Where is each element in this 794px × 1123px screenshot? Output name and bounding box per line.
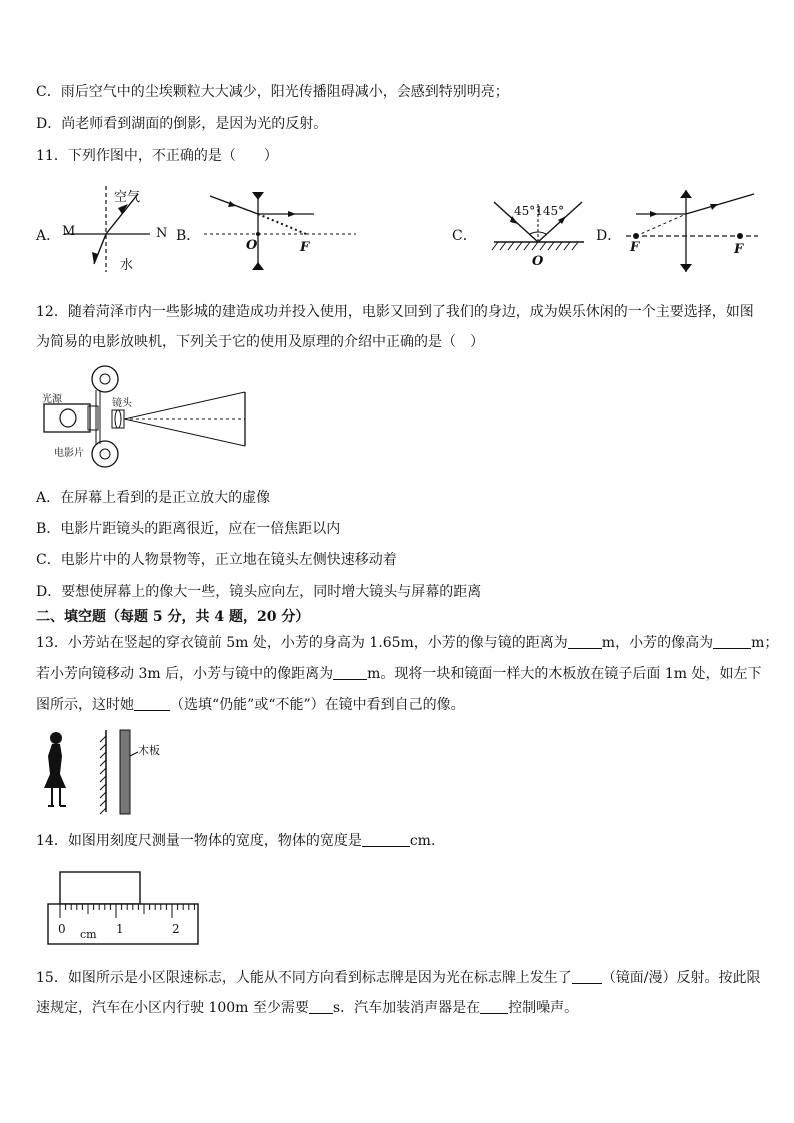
q15-l2b: s．汽车加装消声器是在 — [332, 1000, 481, 1016]
q15-line1 — [36, 968, 761, 988]
q15-blank-2[interactable] — [309, 999, 333, 1014]
q15-l1b: （镜面/漫）反射。按此限 — [601, 970, 761, 986]
fig-c-label-angles: 45°145° — [514, 204, 565, 218]
fig-b-label-f: F — [300, 240, 310, 255]
q11-label-d: D． — [596, 228, 622, 244]
q13-l1a: 13．小芳站在竖起的穿衣镜前 5m 处，小芳的身高为 1.65m，小芳的像与镜的距离为 — [36, 635, 568, 651]
q13-l3a: 图所示，这时她 — [36, 697, 134, 713]
q13-line3 — [36, 695, 465, 715]
q14-b: cm. — [409, 833, 436, 849]
fig-a-label-air: 空气 — [114, 190, 141, 205]
fig-c-label-o: O — [532, 254, 544, 269]
section-2-title: 二、填空题（每题 5 分，共 4 题，20 分） — [36, 609, 310, 625]
q15-line2 — [36, 998, 578, 1018]
fig-a-label-m: M — [62, 224, 76, 239]
ruler-tick-0: 0 — [58, 922, 66, 936]
q13-line2 — [36, 664, 761, 684]
q12-stem-line1: 12．随着菏泽市内一些影城的建造成功并投入使用，电影又回到了我们的身边，成为娱乐休闲的一个主要选择，如图 — [36, 304, 754, 320]
q13-l2b: m。现将一块和镜面一样大的木板放在镜子后面 1m 处，如左下 — [367, 666, 762, 682]
q13-l2a: 若小芳向镜移动 3m 后，小芳与镜中的像距离为 — [36, 666, 334, 682]
q11-stem: 11．下列作图中，不正确的是（ ） — [36, 148, 278, 164]
q13-line1 — [36, 633, 778, 653]
q13-blank-1[interactable] — [568, 634, 602, 649]
q13-l1b: m，小芳的像高为 — [601, 635, 714, 651]
q13-blank-4[interactable] — [134, 696, 170, 711]
q13-l1c: m； — [751, 635, 779, 651]
q11-figure-d — [622, 186, 762, 280]
fig-a-label-water: 水 — [120, 258, 134, 273]
q12-option-b: B．电影片距镜头的距离很近，应在一倍焦距以内 — [36, 521, 341, 537]
q13-l3b: （选填“仍能”或“不能”）在镜中看到自己的像。 — [170, 697, 465, 713]
q15-l1a: 15．如图所示是小区限速标志，人能从不同方向看到标志牌是因为光在标志牌上发生了 — [36, 970, 572, 986]
fig-d-label-f1: F — [630, 240, 640, 255]
fig-d-label-f2: F — [734, 242, 744, 257]
fig-label-lens: 镜头 — [112, 398, 132, 409]
q11-label-b: B． — [176, 228, 201, 244]
q14-a: 14．如图用刻度尺测量一物体的宽度，物体的宽度是 — [36, 833, 362, 849]
q13-blank-3[interactable] — [333, 665, 367, 680]
q11-figure-c — [484, 190, 594, 276]
q13-blank-2[interactable] — [713, 634, 751, 649]
ruler-unit: cm — [80, 928, 97, 941]
q13-mirror-figure — [40, 726, 180, 822]
q11-label-a: A． — [36, 228, 61, 244]
fig-label-board: 木板 — [138, 744, 160, 757]
q15-l2c: 控制噪声。 — [508, 1000, 579, 1016]
fig-b-label-o: O — [246, 238, 258, 253]
q12-projector-figure — [40, 362, 255, 476]
fig-a-label-n: N — [156, 226, 168, 241]
q12-stem-line2: 为简易的电影放映机，下列关于它的使用及原理的介绍中正确的是（ ） — [36, 334, 484, 350]
q15-l2a: 速规定，汽车在小区内行驶 100m 至少需要 — [36, 1000, 309, 1016]
q12-option-a: A．在屏幕上看到的是正立放大的虚像 — [36, 490, 271, 506]
q11-figure-a — [56, 182, 176, 278]
ruler-tick-1: 1 — [116, 922, 124, 936]
fig-label-film: 电影片 — [54, 448, 84, 459]
q12-option-c: C．电影片中的人物景物等，正立地在镜头左侧快速移动着 — [36, 552, 397, 568]
q11-label-c: C． — [452, 228, 477, 244]
q11-figure-b — [196, 186, 366, 280]
q12-option-d: D．要想使屏幕上的像大一些，镜头应向左，同时增大镜头与屏幕的距离 — [36, 584, 482, 600]
q15-blank-3[interactable] — [480, 999, 508, 1014]
q14-ruler-figure — [46, 870, 202, 950]
q14-line — [36, 831, 435, 851]
fig-label-light-source: 光源 — [42, 394, 62, 405]
ruler-tick-2: 2 — [172, 922, 180, 936]
q15-blank-1[interactable] — [572, 969, 602, 984]
q10-option-c: C．雨后空气中的尘埃颗粒大大减少，阳光传播阻碍减小，会感到特别明亮； — [36, 84, 509, 100]
q14-blank[interactable] — [362, 832, 410, 847]
q10-option-d: D．尚老师看到湖面的倒影，是因为光的反射。 — [36, 116, 328, 132]
